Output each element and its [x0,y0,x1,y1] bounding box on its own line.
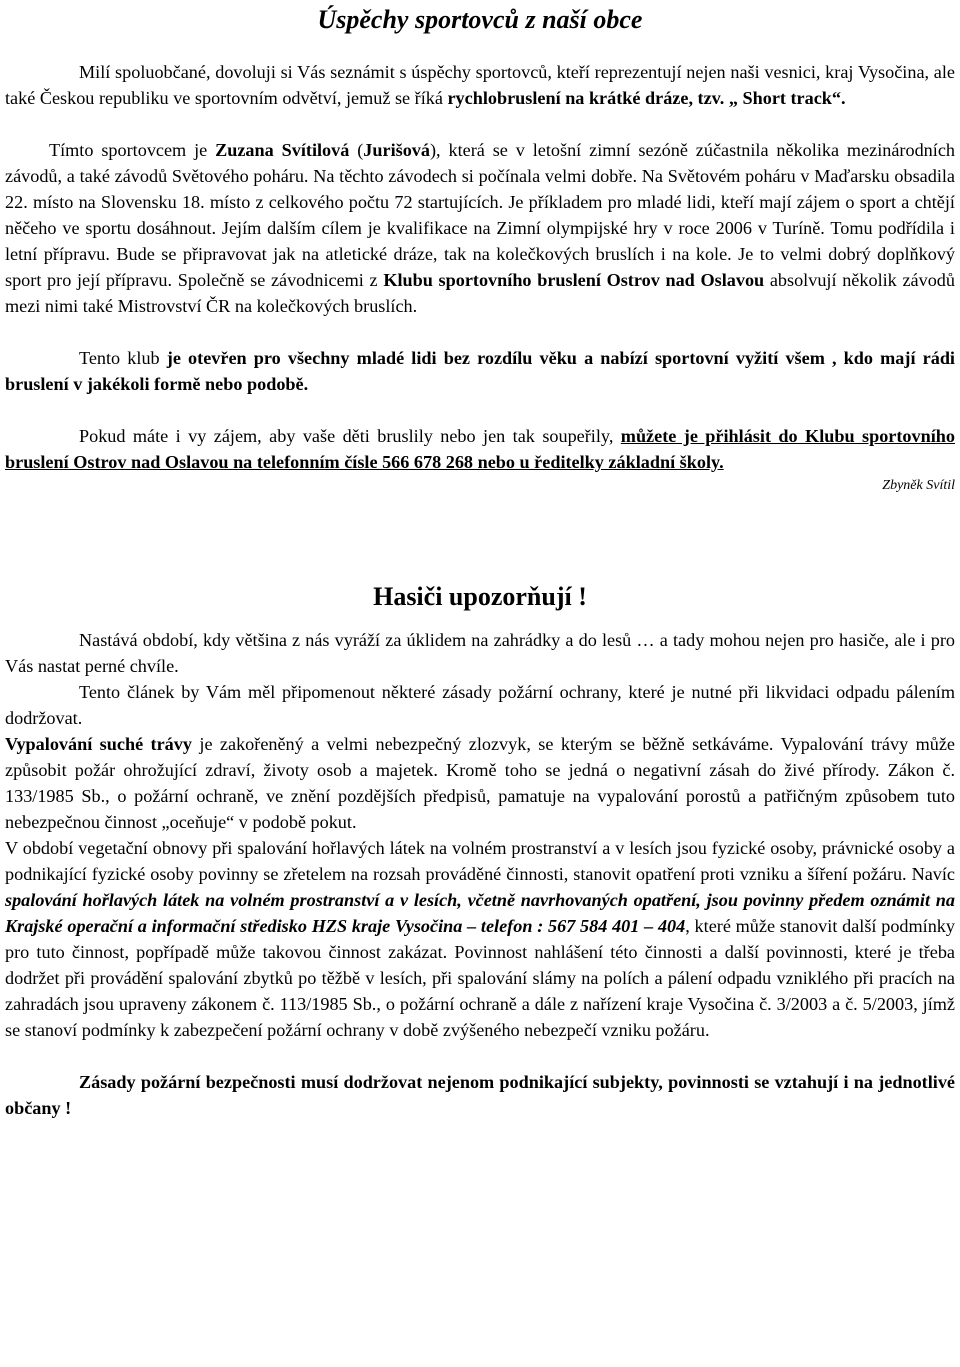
paragraph-season: Nastává období, kdy většina z nás vyráží za úklidem na zahrádky a do lesů … a tady mohou nejen pro hasiče, ale i pro Vás nastat perné chvíle. [5,630,955,676]
paragraph-vegetation: V období vegetační obnovy při spalování hořlavých látek na volném prostranství a v lesích jsou fyzické osoby, právnické osoby a podnikající fyzické osoby povinny se zřetelem na rozsah prováděné činnosti, stanovit opatření proti vzniku a šíření požáru. Navíc spalování hořlavých látek na volném prostranství a v lesích, včetně navrhovaných opatření, jsou povinny předem oznámit na Krajské operační a informační středisko HZS kraje Vysočina – telefon : 567 584 401 – 404, které může stanovit další podmínky pro tuto činnost, popřípadě může takovou činnost zakázat. Povinnost nahlášení této činnosti a další povinnosti, které je třeba dodržet při provádění spalování zbytků po těžbě v lesích, při spalování slámy na polích a pálení odpadu vzniklého při pracích na zahradách jsou upraveny zákonem č. 113/1985 Sb., o požární ochraně a dále z nařízení kraje Vysočina č. 3/2003 a č. 5/2003, jímž se stanoví podmínky k zabezpečení požární ochrany v době zvýšeného nebezpečí vzniku požáru. [5,838,955,1040]
club-name: Klubu sportovního bruslení Ostrov nad Oslavou [383,270,765,290]
paragraph-intro: Milí spoluobčané, dovoluji si Vás seznámit s úspěchy sportovců, kteří reprezentují nejen naši vesnici, kraj Vysočina, ale také Českou republiku ve sportovním odvětví, jemuž se říká rychlobruslení na krátké dráze, tzv. „ Short track“. [5,62,955,108]
paragraph-purpose: Tento článek by Vám měl připomenout některé zásady požární ochrany, které je nutné při likvidaci odpadu pálením dodržovat. [5,682,955,728]
paragraph-club: Tento klub je otevřen pro všechny mladé lidi bez rozdílu věku a nabízí sportovní vyžití všem , kdo mají rádi bruslení v jakékoli formě nebo podobě. [5,348,955,394]
article-title-firefighters: Hasiči upozorňují ! [373,582,587,611]
athlete-maiden-name: Jurišová [363,140,430,160]
paragraph-closing: Zásady požární bezpečnosti musí dodržovat nejenom podnikající subjekty, povinnosti se vztahují i na jednotlivé občany ! [5,1072,955,1118]
paragraph-contact: Pokud máte i vy zájem, aby vaše děti bruslily nebo jen tak soupeřily, můžete je přihlásit do Klubu sportovního bruslení Ostrov nad Oslavou na telefonním čísle 566 678 268 nebo u ředitelky základní školy. [5,426,955,472]
contact-info: můžete je přihlásit do Klubu sportovního bruslení Ostrov nad Oslavou na telefonním čísle 566 678 268 nebo u ředitelky základní školy. [5,426,955,472]
athlete-name: Zuzana Svítilová [215,140,350,160]
article-signature: Zbyněk Svítil [882,478,955,493]
paragraph-athlete: Tímto sportovcem je Zuzana Svítilová (Jurišová), která se v letošní zimní sezóně zúčastnila několika mezinárodních závodů, a také závodů Světového poháru. Na těchto závodech si počínala velmi dobře. Na Světovém poháru v Maďarsku obsadila 22. místo na Slovensku 18. místo z celkového počtu 72 startujících. Je příkladem pro mladé lidi, kteří mají zájem o sport a chtějí něčeho ve sportu dosáhnout. Jejím dalším cílem je kvalifikace na Zimní olympijské hry v roce 2006 v Turíně. Tomu podřídila i letní přípravu. Bude se připravovat jak na atletické dráze, tak na kolečkových bruslích i na kole. Je to velmi dobrý doplňkový sport pro její přípravu. Společně se závodnicemi z Klubu sportovního bruslení Ostrov nad Oslavou absolvují několik závodů mezi nimi také Mistrovství ČR na kolečkových bruslích. [5,140,955,316]
document-page [5,0,955,1121]
notice-requirement: spalování hořlavých látek na volném prostranství a v lesích, včetně navrhovaných opatření, jsou povinny předem oznámit na Krajské operační a informační středisko HZS kraje Vysočina – telefon : 567 584 401 – 404 [5,890,955,936]
article-title-sports: Úspěchy sportovců z naší obce [317,5,643,34]
paragraph-grass-burning: Vypalování suché trávy je zakořeněný a velmi nebezpečný zlozvyk, se kterým se běžně setkáváme. Vypalování trávy může způsobit požár ohrožující zdraví, životy osob a majetek. Kromě toho se jedná o negativní zásah do živé přírody. Zákon č. 133/1985 Sb., o požární ochraně, ve znění pozdějších předpisů, pamatuje na vypalování porostů a patřičným způsobem tuto nebezpečnou činnost „oceňuje“ v podobě pokut. [5,734,955,832]
